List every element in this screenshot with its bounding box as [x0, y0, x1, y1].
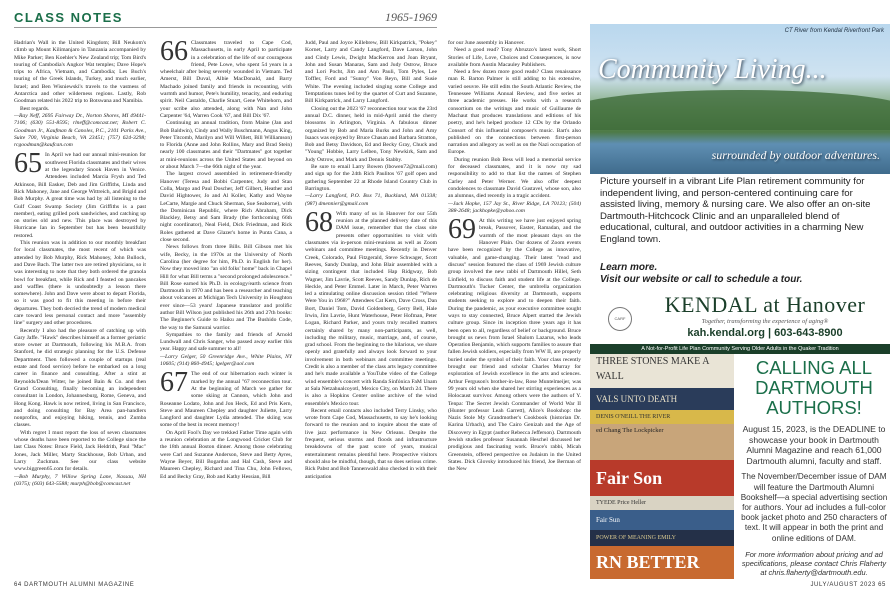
paragraph: In April we had our annual mini-reunion for southwest Florida classmates and their wives at the legendary Snook Haven in Venice. Attendees included Marcia Frysh and Ted Atkinson, Bill Easker, Deb and Jim Griffiths, Linda and Rick Mahoney, Jane and George Wittreich, and Brigid and Bob Murphy. A great time was had by all listening to the Gulf Coast Swamp Society (Jim Griffiths is a past member), eating grilled pork sandwiches, and catching up on stories old and new. This place was destroyed by Hurricane Ian in September but has been beautifully restored. — [14, 152, 146, 239]
visit-line: Visit our website or call to schedule a tour. — [600, 274, 803, 285]
signature: —Larry Gelger, 50 Greenridge Ave., White Plains, NY 10605; (914) 860-4945; lgelger@aol.com — [160, 353, 292, 368]
signature: —Jack Hopke, 157 Jay St., River Ridge, LA 70123; (504) 388-2648; jackhopke@yahoo.com — [448, 200, 581, 214]
accreditation-seal: CARF — [608, 307, 632, 331]
paragraph: Need a good read? Tony Abruzzo's latest work, Short Stories of Life, Love, Choices and Consequences, is now available from Austin Macauley Publishers. — [448, 47, 581, 68]
book-spine: ed Chang The Lockpicker — [590, 424, 734, 460]
paragraph: During reunion Bob Bess will lead a memorial service for deceased classmates, and it is now my sad responsibility to add to that list the names of Stephen Carley and Peter Werner. We also offer deepest condolences to classmate David Gustavel, whose son, also an alumnus, died recently in a tragic accident. — [448, 156, 581, 200]
paragraph: The end of our hibernation each winter is marked by the annual "67 reconnection tour. At the beginning of March we gather for some skiing at Cannon, which John and Roseanne Lodato, John and Jon Heck, Ed and Pris Kern, Steve and Maureen Chepley and daughter Juliette, Larry Langford and daughter Lydia attended. The skiing was some of the best in recent memory! — [160, 371, 292, 429]
book-spine: Fair Son — [590, 460, 734, 496]
paragraph: News follows from three Bills. Bill Gibson met his wife, Becky, in the 1970s at the University of North Carolina (her degree for him, Ph.D. in English for her). Now they moved into "an old folks' home" back in Chapel Hill for what Bill terms a "second prolonged adolescence." Bill Rose earned his Ph.D. in ecology/earth science from Dartmouth in 1970 and has been a researcher and teaching about volcanoes at Michigan Tech University in Houghton ever since—53 years! Japanese translator and prolific author Bill Wilson just published his 26th and 27th books: The Beginner's Guide to Haiku and The Bushido Code, the way to the Samurai warrior. — [160, 244, 292, 331]
paragraph: The largest crowd assembled in retirement-friendly Hanover (Teresa and Bobbi Carpenter, Judy and Stan Colla, Margo and Paul Doscher, Jeff Gilbert, Heather and David Hightower, Jo and Al Koller, Kathy and Wayne LeCarte, Margie and Chuck Sherman, Sue Seaborne), with the Dominican Republic, where Rich Abraham, Dick Blackley, Betsy and Sam Brady (the forthcoming 66th night coordinator), Neal Field, Dick Friedman, and Rick Roles gathered at Dave Glazer's home in Punta Cana, a close second. — [160, 171, 292, 244]
paragraph: for our June assembly in Hanover. — [448, 40, 525, 46]
book-spine: POWER OF MEANING EMILY — [590, 530, 734, 546]
authors-advertisement[interactable] — [590, 354, 890, 579]
header-rule — [14, 27, 437, 28]
section-title: CLASS NOTES — [14, 10, 123, 25]
column-3 — [305, 40, 437, 580]
paragraph: Best regards. — [20, 105, 50, 112]
paragraph: Recent email contacts also included Terry Linsky, who wrote from Cape Cod, Massachusetts, to say he's looking forward to the reunion and to inquire about the state of live jazz performance in New Orleans. Despite the frequent, serious storms and floods and infrastructure breakdowns of the past score of years, musical entertainment remains plentiful here. Prospective visitors should also be mindful, though, that so does serious crime. Rick Pabst and Bob Tannenwald also checked in with their anticipation — [305, 407, 437, 480]
paragraph: Classmates traveled to Cape Cod, Massachusetts, in early April to participate in a celebration of the life of our courageous friend, Pete Lowe, who spent 54 years in a wheelchair after being severely wounded in Vietnam. Ted Amerst, Bill Duval, Albie MacDonald, and Barry Machado joined family and friends in recounting, with warmth and humor, Pete's humility, tenacity, and enduring spirit. Neil Castaldo, Charlie Stuart, Gene Whitehorn, and your scribe also attended, along with Nan and John Carpenter '64, Warren Cook '67, and Bill Dix '67. — [160, 40, 292, 119]
ad-headline: Community Living... — [598, 54, 827, 85]
class-entry-69 — [448, 214, 581, 473]
brand-name: KENDAL at Hanover — [664, 292, 866, 317]
paragraph: Sympathies to the family and friends of Arnold Lundwall and Chris Sanger, who passed away earlier this year. Happy and safe summer to all! — [160, 331, 292, 353]
paragraph: Be sure to email Larry Bowen (lbowen72@mail.com) and sign up for the 24th Rich Paulitos '67 golf open and gathering September 22 at Rhode Island Country Club in Barrington. — [305, 164, 437, 192]
learn-more: Learn more. — [600, 262, 658, 273]
footer-right: JULY/AUGUST 2023 65 — [810, 582, 886, 588]
signature: —Larry Langford, P.O. Box 71, Buckland, MA 01338; (987) dmennier@gmail.com — [305, 193, 437, 207]
class-years: 1965-1969 — [385, 10, 437, 24]
class-entry-65 — [14, 148, 146, 240]
book-spines-photo — [590, 354, 734, 579]
book-spine: TYEDE Price Heller — [590, 496, 734, 510]
column-1 — [14, 40, 146, 580]
class-number: 65 — [14, 148, 42, 180]
ad-headline: CALLING ALL DARTMOUTH AUTHORS! — [755, 357, 873, 418]
paragraph: Closing out the 2023 '67 reconnection tour was the 23rd annual D.C. dinner, held in mid-April amid the cherry blossoms in Arlington, Virginia. A fabulous dinner organized by Bob and Maria Burks and John and Amy Isaacs was enjoyed by Bruce Chasan and Barbara Stratton, Bob and Betsy Davidson, Ed and Becky Gray, Chuck and "Young" Hobbie, Larry Lelben, Tony Newkirk, Sam and Judy Ostrow, and Mark and Dennis Stabby. — [305, 105, 437, 163]
paragraph: Recently I also had the pleasure of catching up with Gary Jaffe. "Hawk" describes himself as a former geriatric store owner at Dartmouth, following his M.B.A. from Stanford, he did strategic planning for the U.S. Defense Department. Then followed a couple of startups (real estate and food service) before he embarked on a long career in finance and consulting. After a stint at Reynolds/Dean Witter, he joined Bain & Co. and then Grand Consulting, finally becoming an independent consultant in London, Johannesburg, Rome, Geneva, and Hong Kong. Hawk is now retired, living in San Francisco, and doing consulting for Bay Area pan-handlers nonprofits, and enjoying hiking, tennis, and Zumba classes. — [14, 327, 146, 429]
book-spine: THREE STONES MAKE A WALL — [590, 354, 734, 388]
contact-link[interactable]: kah.kendal.org | 603-643-8900 — [687, 327, 843, 339]
signature: —Bob Murphy, 7 Willow Spring Lane, Nassau, NH (0375); (603) 643-5588; murph@bob@comcast.net — [14, 473, 146, 487]
book-spine: Fair Sun — [590, 510, 734, 530]
column-4 — [448, 40, 581, 580]
paragraph: At this writing we have just enjoyed spring break, Passover, Easter, Ramadan, and the warmth of the most pleasant days on the Hanover Plain. Our dozens of Zoom events have been recognized by the College as innovative, valuable, and game-changing. Their latest "read and discuss" session featured the class of 1969 Jewish culture group involved the new rabbi of Dartmouth Hillel, Seth Linfield, to discuss faith and student life at the College. Dartmouth's Tucker Center, the umbrella organization celebrating religious diversity at Dartmouth, supports students seeking to explore and to deepen their faith. During the pandemic, as your executive committee sought ways to stay connected, Bruce Alpert started the Jewish culture group. Since its inception three years ago it has been open to all, regardless of belief or background. Bruce brought us news from Israel Shalom Lazarus, who leads Operation Benjamin, which supports families to assure that fallen Jewish soldiers, especially from WW II, are properly buried under the symbol of their faith. Your class recently brought our friend and scholar Charles Murray for exploration of Jewish excellence in the arts and sciences. Arthur Ferguson's brother-in-law, Rose Muntelmeijer, was 99 years old when she shared her stirring experiences as a Holocaust survivor. Among others were the authors of Y. Tenpa: The Secret Jewish Commander of World War II (Hunter professor Leah Garrett), Alice's Bookshop: the Nazis Stole My Grandmother's Cookbook (historian Dr. Karina Urbach), and The Cairo Genizah and the Age of Discovery in Egypt (author Rebecca Jefferson). Dartmouth Jewish studies professor Susannah Heschel discussed her prodigious and fascinating work. Bruce's rabbi, Micah Greenstein, offered perspective on Judaism in the United States. Dick Glovsky introduced his friend, Joe Berman of the New — [448, 218, 581, 473]
ad-paragraph: The November/December issue of DAM will feature the Dartmouth Alumni Bookshelf—a special advertising section for authors. Your ad includes a full-color book jacket photo and 250 characters of text. It will appear in both the print and online editions of DAM. — [740, 472, 888, 543]
paragraph: Continuing an annual tradition, from Maine (Jan and Bob Baldwin), Cindy and Wally Buschmann, Angus King, Peter Titcomb, Marilyn and Will Willett, Bill Williamson) to Florida (Anne and John Rollins, Mary and Brad Stein) nearly 100 classmates and their "Dartmates" got together at mini-reunions across the United States and beyond on or about March 7—the 66th night of the year. — [160, 120, 292, 171]
photo-caption: CT River from Kendal Riverfront Park — [784, 28, 884, 34]
book-spine: DENIS O'NEILL THE RIVER — [590, 410, 734, 424]
class-entry-66 — [160, 40, 292, 120]
paragraph: Hadrian's Wall in the United Kingdom; Bill Neukom's climb up Mount Kilimanjaro in Tanzania accompanied by Mike Parker; Ben Koehler's New Zealand trip; Tom Bird's touring of Cambodia's Angkor Wat temples; Dave Hope's trips to Africa, Vietnam, and Cambodia; Les Buch's touring of the Greek Islands, Turkey, and much earlier, Israel; and Ben Wisniewski's travels to the vastness of Antarctica and other wilderness regions. Lastly, Rob Goodman related his 2022 trip to Botswana and Namibia. — [14, 40, 146, 105]
paragraph: Need a few dozen more good reads? Class renaissance man R. Barton Palmer is still adding to his extensive, varied oeuvre. He still edits the South Atlantic Review, the Tennessee Williams Annual Review, and five series at three academic presses. He works with a research consortium on the writings and music of Guillaume de Machaut that produces translations and editions of his poetry, and he's helped produce 12 CDs by the Orlando Consort of this influential composer's music. Bart's also published on the connections between first-person narration and allegory as well as on the Nazi occupation of Europe. — [448, 69, 581, 156]
paragraph: With regret I must report the loss of seven classmates whose deaths have been reported to the College since the last Class Notes: Bruce Field, Jack Heldrith, Paul "Mac" Jones, Jack Miller, Marty Stackhouse, Bob Urban, and Larry Zuckman. See our class website www.biggreen65.com for details. — [14, 429, 146, 473]
signature: —Ray Neff, 2695 Fairway Dr., Norton Shores, MI 49441-7106; (630) 551-8595; rlneff@comcast.net; Robert C. Goodman Jr., Kaufman & Canoles, P.C., 2101 Parks Ave., Suite 700, Virginia Beach, VA 23451; (757) 624-3298; rcgoodman@kaufcan.com — [14, 112, 146, 149]
footer-left: 64 DARTMOUTH ALUMNI MAGAZINE — [14, 582, 135, 588]
book-spine: VALS UNTO DEATH — [590, 388, 734, 410]
ad-paragraph: August 15, 2023, is the DEADLINE to showcase your book in Dartmouth Alumni Magazine and reach 61,000 Dartmouth alumni, faculty and staff. — [742, 424, 886, 466]
ad-subhead: surrounded by outdoor adventures. — [711, 148, 880, 162]
paragraph: Judd, Paul and Joyce Killebrew, Bill Kirkpatrick, "Pokey" Kornet, Larry and Candy Langford, Dave Larson, John and Cindy Lewis, Dwight MacKerron and Joan Bryant, John and Susan Manaras, Sam and Judy Ostrow, Bruce and Lori Pocht, Jim and Ann Pauli, Tom Pyles, Lee Toffler, Ford and "Sunny" Von Reyn, Bill and Susie White. The evening included singing some College and Temptations tunes led by the quartet of Curt and Suzanne, Bill Kirkpatrick, and Larry Langford. — [305, 40, 437, 105]
kendal-advertisement[interactable] — [590, 24, 890, 352]
column-2 — [160, 40, 292, 580]
book-spine: RN BETTER — [590, 546, 734, 579]
class-entry-68 — [305, 206, 437, 408]
class-number: 68 — [305, 206, 333, 238]
paragraph: This reunion was in addition to our monthly breakfast for local classmates, the most recent of which was attended by Bob Murphy, Rick Mahoney, John Bullock, and Dave Bach. The latter two are retired physicians, so it was interesting to note that they both ordered the granola bowl for breakfast, while Rick and I feasted on pancakes and waffles (there is undoubtedly a lesson there somewhere). John and Dave were about to depart Florida, so it was good to fit this meeting in before their departures. They both decried the trend of modern medical care toward less personal contact and more "assembly line" surgery and other procedures. — [14, 240, 146, 327]
kendal-logo — [650, 292, 880, 339]
class-number: 66 — [160, 40, 188, 67]
class-number: 69 — [448, 214, 476, 246]
class-number: 67 — [160, 367, 188, 399]
ad-text — [740, 354, 888, 577]
photo-treeline — [590, 90, 890, 130]
ad-contact[interactable]: For more information about pricing and ad specifications, please contact Chris Flaherty at chris.flaherty@dartmouth.edu. — [741, 549, 887, 577]
class-entry-67 — [160, 367, 292, 429]
paragraph: With many of us in Hanover for our 55th reunion at the planned delivery date of this DAM issue, remember that the class site presents other opportunities to visit with classmates via in-person mini-reunions as well as Zoom webinars and committee meetings. Recently in Denver Creek, Colorado, Paul Fitzgerald, Steve Schwager, Scott Reeves, Sandy Dunlap, and John Blair assembled with a sizing contingent that included Hap Ridgway, Bob Wagner, Jim Lavrie, Scott Reeves, Sandy Dunlap, Rich de Heckle, and Peter Emmel. Later in March, Peter Warren led a stimulating online discussion session titled "Where Were You in 1968?" Attendees Cat Kern, Dave Cross, Dan Bort, Daniel Tom, David Goldenberg, Gerry Bell, Hale Irwin, Jim Lavrie, Hunt Waterhouse, Peter Hofman, Peter Logan, Richard Parker, and yours truly recalled matters certainly shared by many non-participants, as well, including the military, music, marriage, and, of course, grad school. From the beginning to the hilarious, we share openly and gratefully and always look forward to your involvement in both webinars and committee meetings. Credit is also a member of the class arts legacy committee and he's made available a YouTube video of the College wind ensemble's concert with Randa Sinfónica FaM Unam at Sala Netzahualcoyotl, Mexico City, on March 24. There is also a Hopkins Center online archive of the wind ensemble's Mexico tour. — [305, 210, 437, 407]
brand-tagline: Together, transforming the experience of aging® — [701, 318, 829, 325]
ad-body: Picture yourself in a vibrant Life Plan retirement community for independent living, and person-centered continuing care for assisted living, memory & nursing care. We also offer an on-site Dartmouth-Hitchcock Clinic and an unparalleled blend of educational, cultural, and outdoor activities in a charming New England town. — [600, 176, 871, 245]
paragraph: On April Fool's Day we trekked Father Time again with a reunion celebration at the Longwood Cricket Club for the 18th annual Boston dinner. Among those celebrating were Carl and Suzanne Anderson, Steve and Betty Ayres, Wayne Beyer, Bill Bogardus and Hal Cash, Steve and Maureen Chepley, Richard and Tina Chu, John Fellows, Ed and Becky Gray, Bob and Kathy Hessian, Bill — [160, 429, 292, 480]
ad-bottom-bar: A Not-for-Profit Life Plan Community Serving Older Adults in the Quaker Tradition — [590, 344, 890, 354]
